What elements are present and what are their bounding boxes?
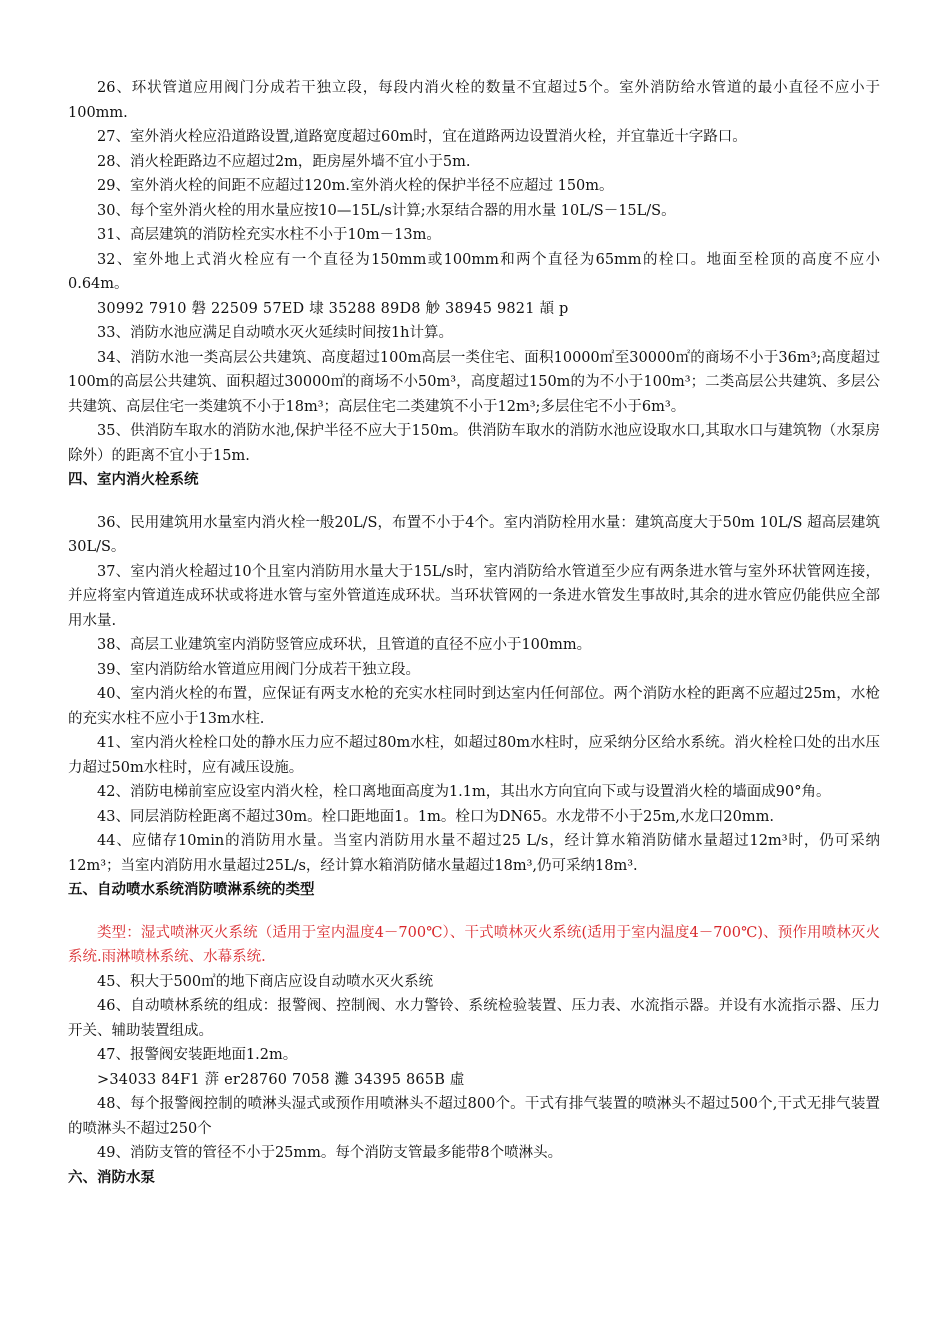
paragraph: 35、供消防车取水的消防水池,保护半径不应大于150m。供消防车取水的消防水池应设取水口,其取水口与建筑物（水泵房除外）的距离不宜小于15m. [68,423,880,464]
highlighted-paragraph: 类型：湿式喷淋灭火系统（适用于室内温度4－700℃）、干式喷林灭火系统(适用于室内温度4－700℃)、预作用喷林灭火系统.雨淋喷林系统、水幕系统. [68,924,880,965]
code-line: 30992 7910 磐 22509 57ED 埭 35288 89D8 觘 38945 9821 頡 p [97,300,569,317]
paragraph: 27、室外消火栓应沿道路设置,道路宽度超过60m时，宜在道路两边设置消火栓，并宜靠近十字路口。 [97,129,747,145]
section-heading: 四、室内消火栓系统 [68,472,199,488]
paragraph: 42、消防电梯前室应设室内消火栓，栓口离地面高度为1.1m，其出水方向宜向下或与设置消火栓的墙面成90°角。 [97,784,831,800]
paragraph: 39、室内消防给水管道应用阀门分成若干独立段。 [97,661,420,678]
paragraph: 32、室外地上式消火栓应有一个直径为150mm或100mm和两个直径为65mm的栓口。地面至栓顶的高度不应小0.64m。 [68,251,880,292]
section-heading: 六、消防水泵 [68,1169,155,1186]
document-body [68,76,880,1190]
paragraph: 41、室内消火栓栓口处的静水压力应不超过80m水柱，如超过80m水柱时，应采纳分区给水系统。消火栓栓口处的出水压力超过50m水柱时，应有减压设施。 [68,735,880,776]
paragraph: 48、每个报警阀控制的喷淋头湿式或预作用喷淋头不超过800个。干式有排气装置的喷淋头不超过500个,干式无排气装置的喷淋头不超过250个 [68,1096,880,1137]
paragraph: 28、消火栓距路边不应超过2m，距房屋外墙不宜小于5m. [97,153,471,170]
paragraph: 34、消防水池一类高层公共建筑、高度超过100m高层一类住宅、面积10000㎡至30000㎡的商场不小于36m³;高度超过100m的高层公共建筑、面积超过30000㎡的商场不小50m³，高度超过150m的为不小于100m³；二类高层公共建筑、多层公共建筑、高层住宅一类建筑不小于18m³；高层住宅二类建筑不小于12m³;多层住宅不小于6m³。 [68,349,880,415]
paragraph: 45、积大于500㎡的地下商店应设自动喷水灭火系统 [97,973,434,990]
paragraph: 30、每个室外消火栓的用水量应按10—15L/s计算;水泵结合器的用水量 10L/S－15L/S。 [97,202,676,219]
paragraph: 40、室内消火栓的布置，应保证有两支水枪的充实水柱同时到达室内任何部位。两个消防水栓的距离不应超过25m，水枪的充实水柱不应小于13m水柱. [68,686,880,727]
paragraph: 26、环状管道应用阀门分成若干独立段，每段内消火栓的数量不宜超过5个。室外消防给水管道的最小直径不应小于100mm. [68,80,880,121]
section-heading: 五、自动喷水系统消防喷淋系统的类型 [68,882,315,898]
paragraph: 29、室外消火栓的间距不应超过120m.室外消火栓的保护半径不应超过 150m。 [97,178,614,194]
paragraph: 46、自动喷林系统的组成：报警阀、控制阀、水力警铃、系统检验装置、压力表、水流指示器。并设有水流指示器、压力开关、辅助装置组成。 [68,998,880,1039]
paragraph: 44、应储存10min的消防用水量。当室内消防用水量不超过25 L/s，经计算水箱消防储水量超过12m³时，仍可采纳12m³；当室内消防用水量超过25L/s，经计算水箱消防储水量超过18m³,仍可采纳18m³. [68,833,880,874]
paragraph: 37、室内消火栓超过10个且室内消防用水量大于15L/s时，室内消防给水管道至少应有两条进水管与室外环状管网连接，并应将室内管道连成环状或将进水管与室外管道连成环状。当环状管网的一条进水管发生事故时,其余的进水管应仍能供应全部用水量. [68,563,880,629]
paragraph: 33、消防水池应满足自动喷水灭火延续时间按1h计算。 [97,325,454,341]
paragraph: 36、民用建筑用水量室内消火栓一般20L/S，布置不小于4个。室内消防栓用水量：建筑高度大于50m 10L/S 超高层建筑 30L/S。 [68,514,880,555]
paragraph: 47、报警阀安装距地面1.2m。 [97,1047,298,1063]
paragraph: 43、同层消防栓距离不超过30m。栓口距地面1。1m。栓口为DN65。水龙带不小于25m,水龙口20mm. [97,808,774,825]
paragraph: 31、高层建筑的消防栓充实水柱不小于10m－13m。 [97,227,441,243]
paragraph: 49、消防支管的管径不小于25mm。每个消防支管最多能带8个喷淋头。 [97,1145,563,1161]
paragraph: 38、高层工业建筑室内消防竖管应成环状，且管道的直径不应小于100mm。 [97,637,592,653]
code-line: >34033 84F1 蓱 er28760 7058 灘 34395 865B 虛 [97,1071,465,1088]
